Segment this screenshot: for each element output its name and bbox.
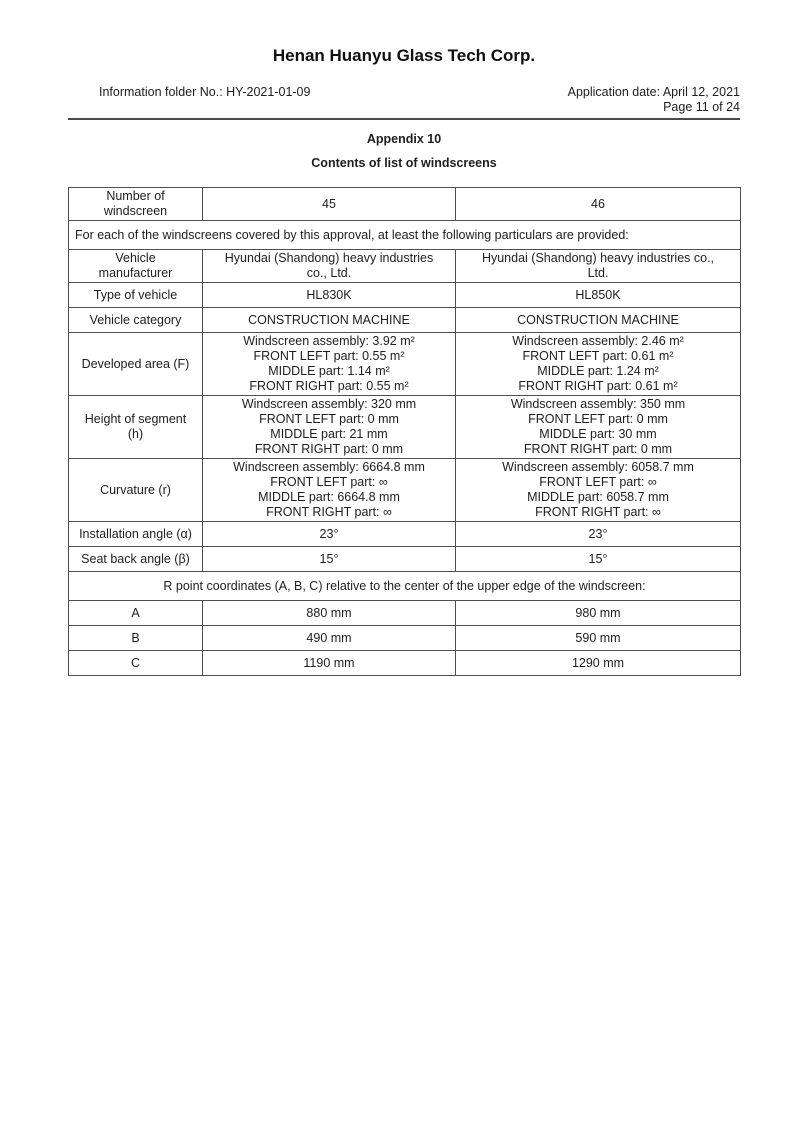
row-coordinate-c [69, 651, 741, 676]
value-line: FRONT LEFT part: ∞ [539, 475, 657, 489]
value-line: MIDDLE part: 30 mm [539, 427, 657, 441]
row-label-curvature: Curvature (r) [69, 459, 203, 522]
value-line: MIDDLE part: 1.14 m² [268, 364, 390, 378]
row-installation-angle [69, 522, 741, 547]
cell-coordinate-a-45: 880 mm [203, 601, 456, 626]
cell-seat-back-angle-46: 15° [456, 547, 741, 572]
cell-manufacturer-45: Hyundai (Shandong) heavy industries co., Ltd. [203, 250, 456, 283]
cell-curvature-46 [456, 459, 741, 522]
cell-installation-angle-46: 23° [456, 522, 741, 547]
row-label-seat-back-angle: Seat back angle (β) [69, 547, 203, 572]
cell-developed-area-45 [203, 333, 456, 396]
cell-coordinate-b-46: 590 mm [456, 626, 741, 651]
value-line: Windscreen assembly: 2.46 m² [512, 334, 684, 348]
value-line: Windscreen assembly: 3.92 m² [243, 334, 415, 348]
cell-coordinate-c-46: 1290 mm [456, 651, 741, 676]
row-vehicle-category [69, 308, 741, 333]
cell-manufacturer-46: Hyundai (Shandong) heavy industries co., Ltd. [456, 250, 741, 283]
row-label-developed-area: Developed area (F) [69, 333, 203, 396]
row-vehicle-manufacturer [69, 250, 741, 283]
cell-curvature-45 [203, 459, 456, 522]
cell-coordinate-c-45: 1190 mm [203, 651, 456, 676]
value-line: FRONT RIGHT part: 0.55 m² [249, 379, 409, 393]
value-line: FRONT LEFT part: 0 mm [528, 412, 668, 426]
row-seat-back-angle [69, 547, 741, 572]
row-type-of-vehicle [69, 283, 741, 308]
cell-coordinate-b-45: 490 mm [203, 626, 456, 651]
row-coordinate-a [69, 601, 741, 626]
company-title: Henan Huanyu Glass Tech Corp. [272, 46, 536, 65]
value-line: MIDDLE part: 1.24 m² [537, 364, 659, 378]
value-line: FRONT LEFT part: ∞ [270, 475, 388, 489]
row-label-vehicle-manufacturer: Vehicle manufacturer [69, 250, 203, 283]
value-line: FRONT RIGHT part: ∞ [266, 505, 392, 519]
document-content [68, 0, 740, 676]
row-coordinate-b [69, 626, 741, 651]
document-info-right [568, 85, 740, 115]
value-line: FRONT RIGHT part: 0.61 m² [518, 379, 678, 393]
table-title: Contents of list of windscreens [311, 156, 497, 170]
value-line: FRONT LEFT part: 0 mm [259, 412, 399, 426]
page-number: Page 11 of 24 [663, 100, 740, 114]
value-line: MIDDLE part: 6664.8 mm [258, 490, 400, 504]
row-label-type-of-vehicle: Type of vehicle [69, 283, 203, 308]
cell-vehicle-category-45: CONSTRUCTION MACHINE [203, 308, 456, 333]
cell-installation-angle-45: 23° [203, 522, 456, 547]
row-label-installation-angle: Installation angle (α) [69, 522, 203, 547]
row-r-point-note [69, 572, 741, 601]
value-line: FRONT LEFT part: 0.55 m² [253, 349, 405, 363]
row-number-of-windscreen [69, 188, 741, 221]
header-divider-rule [68, 118, 740, 120]
value-line: Windscreen assembly: 6664.8 mm [233, 460, 425, 474]
row-developed-area [69, 333, 741, 396]
value-line: FRONT LEFT part: 0.61 m² [522, 349, 674, 363]
value-line: FRONT RIGHT part: 0 mm [523, 442, 673, 456]
row-label-coordinate-c: C [69, 651, 203, 676]
row-height-of-segment [69, 396, 741, 459]
value-line: MIDDLE part: 21 mm [270, 427, 388, 441]
value-line: FRONT RIGHT part: 0 mm [254, 442, 404, 456]
cell-developed-area-46 [456, 333, 741, 396]
row-approval-note [69, 221, 741, 250]
value-line: FRONT RIGHT part: ∞ [535, 505, 661, 519]
value-line: Windscreen assembly: 6058.7 mm [502, 460, 694, 474]
appendix-heading: Appendix 10 [366, 132, 442, 146]
row-label-coordinate-a: A [69, 601, 203, 626]
value-line: Windscreen assembly: 350 mm [510, 397, 686, 411]
cell-coordinate-a-46: 980 mm [456, 601, 741, 626]
information-folder-number: Information folder No.: HY-2021-01-09 [99, 85, 311, 99]
application-date: Application date: April 12, 2021 [567, 85, 740, 99]
document-info-row [68, 85, 740, 115]
cell-windscreen-46-number: 46 [456, 188, 741, 221]
row-label-number-of-windscreen: Number of windscreen [69, 188, 203, 221]
cell-seat-back-angle-45: 15° [203, 547, 456, 572]
cell-height-of-segment-46 [456, 396, 741, 459]
row-label-height-of-segment: Height of segment (h) [69, 396, 203, 459]
cell-vehicle-type-45: HL830K [203, 283, 456, 308]
windscreen-spec-table [68, 187, 741, 676]
cell-vehicle-category-46: CONSTRUCTION MACHINE [456, 308, 741, 333]
value-line: MIDDLE part: 6058.7 mm [527, 490, 669, 504]
row-label-vehicle-category: Vehicle category [69, 308, 203, 333]
r-point-note-text: R point coordinates (A, B, C) relative to the center of the upper edge of the windscreen: [69, 572, 741, 601]
cell-vehicle-type-46: HL850K [456, 283, 741, 308]
cell-height-of-segment-45 [203, 396, 456, 459]
row-label-coordinate-b: B [69, 626, 203, 651]
value-line: Windscreen assembly: 320 mm [241, 397, 417, 411]
approval-note-text: For each of the windscreens covered by this approval, at least the following particulars are provided: [69, 221, 741, 250]
row-curvature [69, 459, 741, 522]
cell-windscreen-45-number: 45 [203, 188, 456, 221]
